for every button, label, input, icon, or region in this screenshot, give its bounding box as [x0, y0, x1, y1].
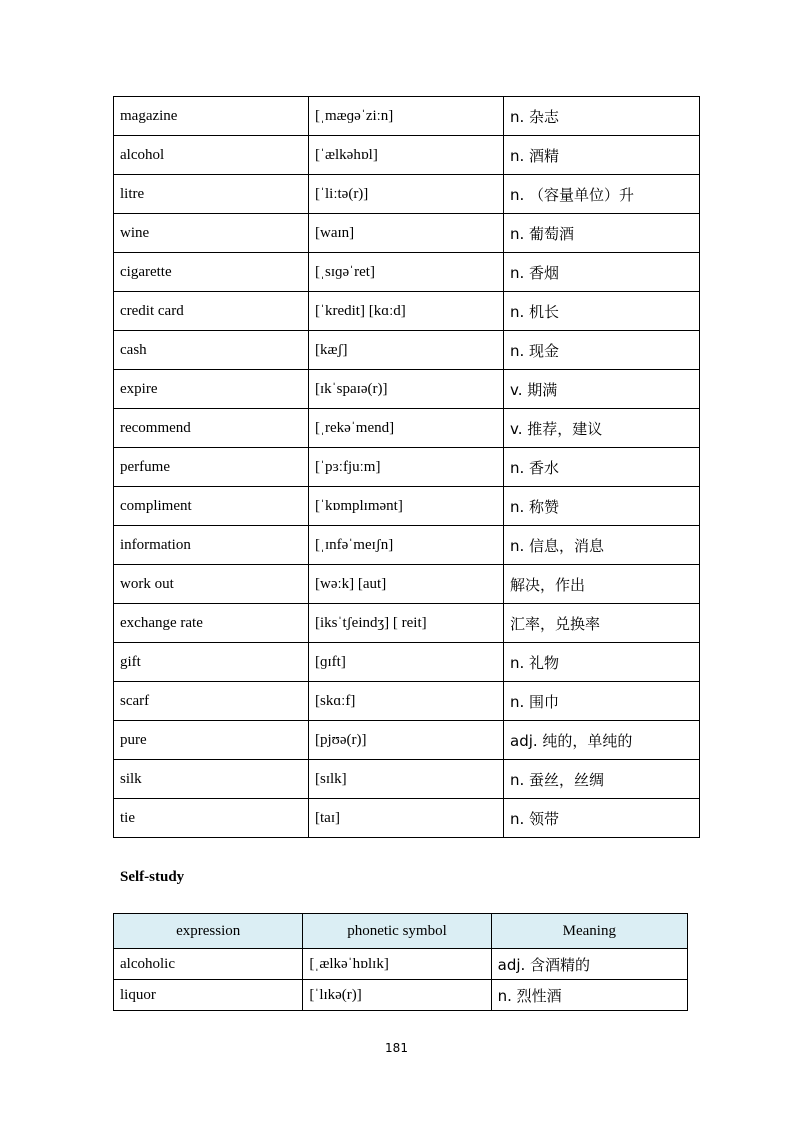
word-cell: liquor — [114, 980, 303, 1011]
table-row — [114, 292, 700, 331]
header-meaning: Meaning — [491, 914, 687, 949]
table-row — [114, 760, 700, 799]
word-cell: pure — [114, 721, 309, 760]
word-cell: recommend — [114, 409, 309, 448]
word-cell: work out — [114, 565, 309, 604]
word-cell: silk — [114, 760, 309, 799]
word-cell: magazine — [114, 97, 309, 136]
phonetic-cell: [skɑːf] — [309, 682, 504, 721]
table-row — [114, 97, 700, 136]
table-row — [114, 487, 700, 526]
phonetic-cell: [pjʊə(r)] — [309, 721, 504, 760]
meaning-cell: n. 葡萄酒 — [504, 214, 700, 253]
phonetic-cell: [ˌrekəˈmend] — [309, 409, 504, 448]
self-study-header-row — [114, 914, 688, 949]
word-cell: perfume — [114, 448, 309, 487]
meaning-cell: n. 香烟 — [504, 253, 700, 292]
self-study-table-body — [114, 949, 688, 1011]
meaning-cell: 解决，作出 — [504, 565, 700, 604]
meaning-cell: n. 蚕丝，丝绸 — [504, 760, 700, 799]
phonetic-cell: [ˌmæɡəˈziːn] — [309, 97, 504, 136]
vocabulary-table — [113, 96, 700, 838]
table-row — [114, 643, 700, 682]
phonetic-cell: [ˈliːtə(r)] — [309, 175, 504, 214]
phonetic-cell: [sɪlk] — [309, 760, 504, 799]
meaning-cell: n. 香水 — [504, 448, 700, 487]
meaning-cell: v. 推荐，建议 — [504, 409, 700, 448]
meaning-cell: n. 信息，消息 — [504, 526, 700, 565]
meaning-cell: 汇率，兑换率 — [504, 604, 700, 643]
phonetic-cell: [kæʃ] — [309, 331, 504, 370]
phonetic-cell: [ˈælkəhɒl] — [309, 136, 504, 175]
meaning-cell: adj. 含酒精的 — [491, 949, 687, 980]
word-cell: cash — [114, 331, 309, 370]
word-cell: credit card — [114, 292, 309, 331]
meaning-cell: n. （容量单位）升 — [504, 175, 700, 214]
table-row — [114, 980, 688, 1011]
word-cell: exchange rate — [114, 604, 309, 643]
table-row — [114, 409, 700, 448]
meaning-cell: v. 期满 — [504, 370, 700, 409]
meaning-cell: n. 称赞 — [504, 487, 700, 526]
phonetic-cell: [iksˈtʃeindʒ] [ reit] — [309, 604, 504, 643]
word-cell: expire — [114, 370, 309, 409]
phonetic-cell: [ˈkredit] [kɑːd] — [309, 292, 504, 331]
word-cell: information — [114, 526, 309, 565]
header-expression: expression — [114, 914, 303, 949]
word-cell: gift — [114, 643, 309, 682]
phonetic-cell: [taɪ] — [309, 799, 504, 838]
meaning-cell: n. 礼物 — [504, 643, 700, 682]
phonetic-cell: [ˌɪnfəˈmeɪʃn] — [309, 526, 504, 565]
table-row — [114, 370, 700, 409]
table-row — [114, 136, 700, 175]
table-row — [114, 682, 700, 721]
meaning-cell: adj. 纯的，单纯的 — [504, 721, 700, 760]
table-row — [114, 214, 700, 253]
phonetic-cell: [ˈlɪkə(r)] — [303, 980, 491, 1011]
phonetic-cell: [wəːk] [aut] — [309, 565, 504, 604]
phonetic-cell: [ˌælkəˈhɒlɪk] — [303, 949, 491, 980]
meaning-cell: n. 酒精 — [504, 136, 700, 175]
table-row — [114, 175, 700, 214]
section-title: Self-study — [120, 869, 185, 885]
word-cell: scarf — [114, 682, 309, 721]
word-cell: alcohol — [114, 136, 309, 175]
table-row — [114, 721, 700, 760]
phonetic-cell: [ˌsɪɡəˈret] — [309, 253, 504, 292]
word-cell: compliment — [114, 487, 309, 526]
page-number: 181 — [385, 1041, 408, 1055]
phonetic-cell: [waɪn] — [309, 214, 504, 253]
word-cell: cigarette — [114, 253, 309, 292]
vocabulary-table-body — [114, 97, 700, 838]
table-row — [114, 253, 700, 292]
phonetic-cell: [ɪkˈspaɪə(r)] — [309, 370, 504, 409]
table-row — [114, 526, 700, 565]
meaning-cell: n. 杂志 — [504, 97, 700, 136]
table-row — [114, 448, 700, 487]
meaning-cell: n. 现金 — [504, 331, 700, 370]
meaning-cell: n. 机长 — [504, 292, 700, 331]
word-cell: wine — [114, 214, 309, 253]
header-phonetic-symbol: phonetic symbol — [303, 914, 491, 949]
word-cell: tie — [114, 799, 309, 838]
word-cell: alcoholic — [114, 949, 303, 980]
phonetic-cell: [ˈkɒmplɪmənt] — [309, 487, 504, 526]
table-row — [114, 604, 700, 643]
phonetic-cell: [ɡɪft] — [309, 643, 504, 682]
meaning-cell: n. 领带 — [504, 799, 700, 838]
meaning-cell: n. 烈性酒 — [491, 980, 687, 1011]
table-row — [114, 565, 700, 604]
table-row — [114, 331, 700, 370]
meaning-cell: n. 围巾 — [504, 682, 700, 721]
self-study-table — [113, 913, 688, 1011]
table-row — [114, 949, 688, 980]
phonetic-cell: [ˈpɜːfjuːm] — [309, 448, 504, 487]
table-row — [114, 799, 700, 838]
word-cell: litre — [114, 175, 309, 214]
